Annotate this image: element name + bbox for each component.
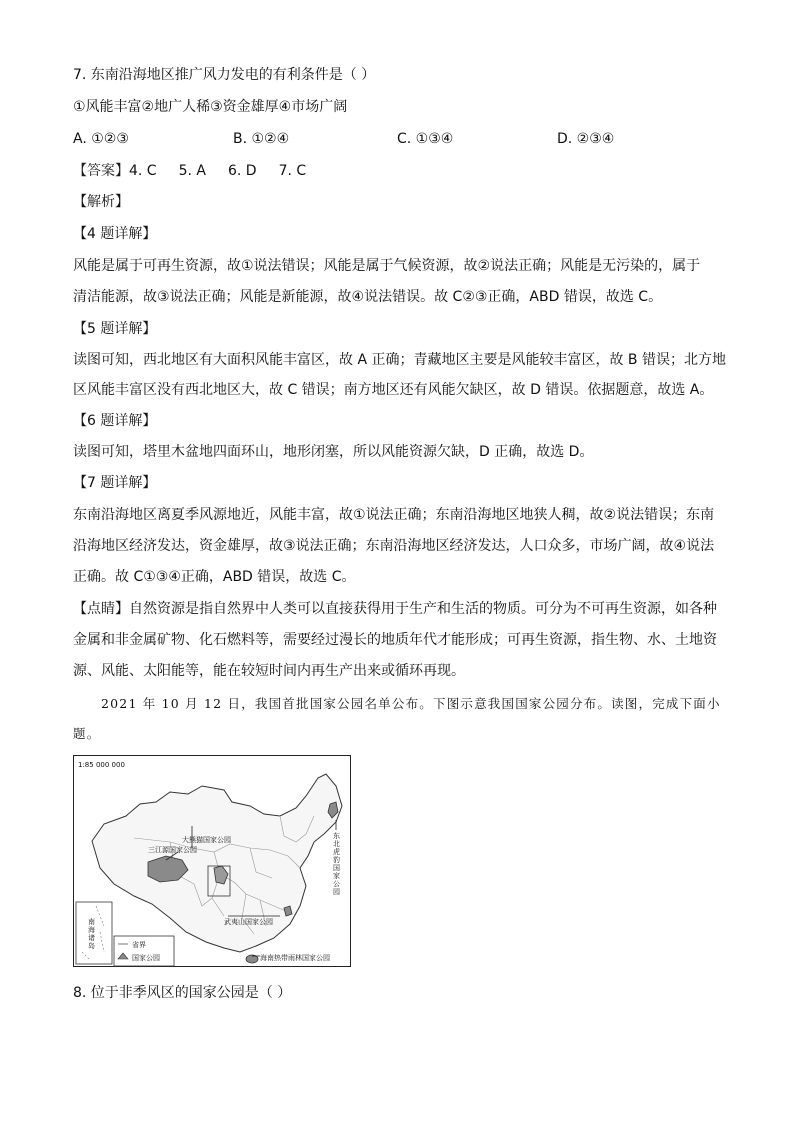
q7-option-c: C. ①③④ bbox=[397, 131, 454, 147]
q7-conditions: ①风能丰富②地广人稀③资金雄厚④市场广阔 bbox=[73, 99, 348, 115]
answer-item: 7. C bbox=[278, 163, 307, 179]
tip-text bbox=[73, 599, 717, 619]
analysis-label: 【解析】 bbox=[73, 194, 129, 210]
detail4-heading: 【4 题详解】 bbox=[73, 226, 157, 242]
svg-text:家: 家 bbox=[333, 872, 340, 880]
detail4-text: 清洁能源，故③说法正确；风能是新能源，故④说法错误。故 C②③正确，ABD 错误，故选 C。 bbox=[73, 289, 663, 305]
detail7-text: 东南沿海地区离夏季风源地近，风能丰富，故①说法正确；东南沿海地区地狭人稠，故②说法错误；东南 bbox=[73, 507, 715, 523]
tip-label: 【点睛】 bbox=[73, 601, 129, 617]
svg-text:北: 北 bbox=[333, 840, 340, 848]
detail5-text: 区风能丰富区没有西北地区大，故 C 错误；南方地区还有风能欠缺区，故 D 错误。依据题意，故选 A。 bbox=[73, 382, 714, 398]
q7-option-d: D. ②③④ bbox=[557, 131, 615, 147]
tip-line: 源、风能、太阳能等，能在较短时间内再生产出来或循环再现。 bbox=[73, 663, 465, 679]
south-sea-label bbox=[88, 917, 95, 950]
svg-text:国: 国 bbox=[333, 864, 340, 872]
q7-option-a: A. ①②③ bbox=[73, 131, 129, 147]
northeast-park-label bbox=[333, 831, 340, 896]
detail4-text: 风能是属于可再生资源，故①说法错误；风能是属于气候资源，故②说法正确；风能是无污染的，属于 bbox=[73, 258, 701, 274]
svg-text:豹: 豹 bbox=[333, 856, 340, 864]
svg-text:海: 海 bbox=[88, 926, 95, 934]
detail7-heading: 【7 题详解】 bbox=[73, 475, 157, 491]
national-parks-map bbox=[73, 755, 351, 967]
detail5-heading: 【5 题详解】 bbox=[73, 321, 157, 337]
intro-text: 题。 bbox=[73, 726, 101, 741]
hainan-park-label: 海南热带雨林国家公园 bbox=[260, 954, 330, 962]
intro-text: 2021 年 10 月 12 日，我国首批国家公园名单公布。下图示意我国国家公园分布。读图，完成下面小 bbox=[101, 696, 721, 711]
detail5-text: 读图可知，西北地区有大面积风能丰富区，故 A 正确；青藏地区主要是风能较丰富区，故 B 错误；北方地 bbox=[73, 352, 726, 368]
detail7-text: 沿海地区经济发达，资金雄厚，故③说法正确；东南沿海地区经济发达，人口众多，市场广阔，故④说法 bbox=[73, 538, 715, 554]
svg-text:虎: 虎 bbox=[333, 848, 340, 856]
svg-text:公: 公 bbox=[333, 880, 340, 888]
detail7-text: 正确。故 C①③④正确，ABD 错误，故选 C。 bbox=[73, 569, 356, 585]
map-svg bbox=[74, 756, 352, 968]
answer-item: 6. D bbox=[227, 163, 257, 179]
legend-boundary-label: 省界 bbox=[132, 941, 146, 949]
detail6-text: 读图可知，塔里木盆地四面环山，地形闭塞，所以风能资源欠缺，D 正确，故选 D。 bbox=[73, 444, 594, 460]
tip-line: 金属和非金属矿物、化石燃料等，需要经过漫长的地质年代才能形成；可再生资源，指生物、水、土地资 bbox=[73, 632, 717, 648]
answer-line bbox=[73, 161, 328, 181]
q7-stem: 7. 东南沿海地区推广风力发电的有利条件是（ ） bbox=[73, 67, 376, 83]
answer-item: 5. A bbox=[178, 163, 206, 179]
panda-park-label: 大熊猫国家公园 bbox=[182, 836, 231, 844]
detail6-heading: 【6 题详解】 bbox=[73, 413, 157, 429]
q7-option-b: B. ①②④ bbox=[233, 131, 290, 147]
wuyishan-park-label: 武夷山国家公园 bbox=[224, 918, 273, 926]
svg-text:诸: 诸 bbox=[88, 934, 95, 942]
legend-park-label: 国家公园 bbox=[132, 954, 160, 962]
map-scale: 1:85 000 000 bbox=[78, 761, 125, 769]
answer-item: 4. C bbox=[129, 163, 157, 179]
tip-line: 自然资源是指自然界中人类可以直接获得用于生产和生活的物质。可分为不可再生资源，如各种 bbox=[129, 601, 717, 617]
svg-text:南: 南 bbox=[88, 918, 95, 926]
svg-text:岛: 岛 bbox=[88, 942, 95, 950]
q8-stem: 8. 位于非季风区的国家公园是（ ） bbox=[73, 985, 292, 1001]
svg-text:园: 园 bbox=[333, 888, 340, 896]
answer-label: 【答案】 bbox=[73, 163, 129, 179]
sanjiangyuan-park-label: 三江源国家公园 bbox=[148, 846, 197, 854]
svg-text:东: 东 bbox=[333, 832, 340, 840]
